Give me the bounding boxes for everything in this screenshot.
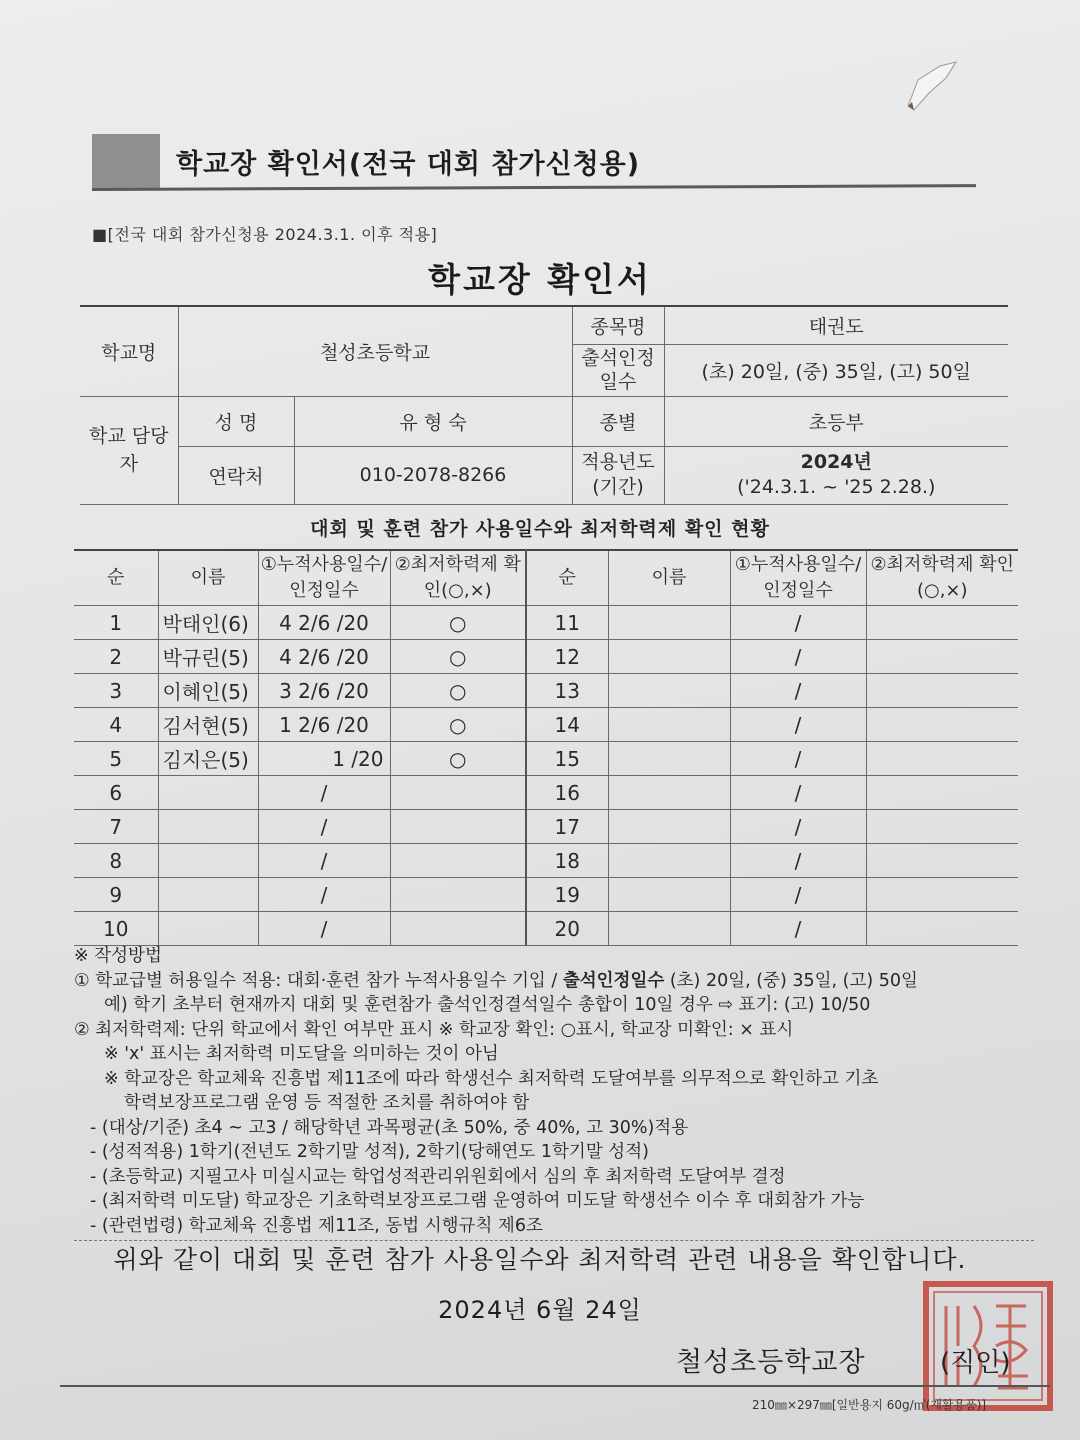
school-name-value: 철성초등학교	[178, 306, 572, 396]
table-row	[74, 878, 1018, 912]
row-days-2: /	[730, 708, 866, 742]
row-name-2	[608, 776, 730, 810]
note-1-bold: 출석인정일수	[562, 970, 665, 991]
table-row	[74, 912, 1018, 946]
row-check: ○	[390, 674, 526, 708]
division-value: 초등부	[664, 396, 1008, 446]
row-days-2: /	[730, 844, 866, 878]
row-name	[158, 776, 258, 810]
row-check-2	[866, 844, 1018, 878]
note-1	[74, 969, 1034, 994]
row-check	[390, 810, 526, 844]
year-period: ('24.3.1. ~ '25 2.28.)	[737, 476, 936, 498]
note-1-days: (초) 20일, (중) 35일, (고) 50일	[664, 970, 918, 991]
row-days: /	[258, 844, 390, 878]
row-no-2: 16	[526, 776, 608, 810]
row-name-2	[608, 878, 730, 912]
row-no-2: 13	[526, 674, 608, 708]
document-title: 학교장 확인서	[428, 260, 652, 299]
row-days: 4 2/6 /20	[258, 606, 390, 640]
row-name-2	[608, 810, 730, 844]
header-band	[92, 134, 976, 192]
row-check-2	[866, 810, 1018, 844]
row-no: 10	[74, 912, 158, 946]
row-check-2	[866, 776, 1018, 810]
row-no: 5	[74, 742, 158, 776]
table-row	[74, 674, 1018, 708]
row-days: /	[258, 878, 390, 912]
row-no-2: 20	[526, 912, 608, 946]
year-value: 2024년	[800, 451, 872, 473]
header-rule	[92, 184, 976, 191]
row-check	[390, 844, 526, 878]
row-no: 7	[74, 810, 158, 844]
detail-1: - (대상/기준) 초4 ~ 고3 / 해당학년 과목평균(초 50%, 중 40%, 고 30%)적용	[90, 1117, 689, 1138]
row-name-2	[608, 912, 730, 946]
sport-label: 종목명	[572, 306, 664, 344]
row-check	[390, 776, 526, 810]
header-days-2: ①누적사용일수/인정일수	[730, 550, 866, 606]
row-no-2: 12	[526, 640, 608, 674]
paper-spec-footnote: 210㎜×297㎜[일반용지 60g/㎡(재활용품)]	[752, 1398, 987, 1412]
row-days: /	[258, 776, 390, 810]
name-label: 성 명	[178, 396, 294, 446]
row-days-2: /	[730, 810, 866, 844]
name-value: 유 형 숙	[294, 396, 572, 446]
attendance-label: 출석인정 일수	[572, 344, 664, 396]
row-no-2: 11	[526, 606, 608, 640]
row-check-2	[866, 640, 1018, 674]
detail-5: - (관련법령) 학교체육 진흥법 제11조, 동법 시행규칙 제6조	[90, 1215, 543, 1236]
note-2-b: ※ 학교장은 학교체육 진흥법 제11조에 따라 학생선수 최저학력 도달여부를 의무적으로 확인하고 기초	[104, 1068, 879, 1089]
row-check-2	[866, 708, 1018, 742]
paper-tear-mark	[900, 58, 960, 118]
header-no: 순	[74, 550, 158, 606]
table-header-row	[74, 550, 1018, 606]
row-no: 1	[74, 606, 158, 640]
row-name-2	[608, 844, 730, 878]
header-no-2: 순	[526, 550, 608, 606]
table-row	[74, 742, 1018, 776]
row-days-2: /	[730, 912, 866, 946]
detail-3: - (초등학교) 지필고사 미실시교는 학업성적관리위원회에서 심의 후 최저학력 도달여부 결정	[90, 1166, 786, 1187]
issue-date: 2024년 6월 24일	[438, 1296, 642, 1324]
table-row	[74, 844, 1018, 878]
row-check: ○	[390, 742, 526, 776]
row-name-2	[608, 742, 730, 776]
row-name	[158, 844, 258, 878]
row-no: 6	[74, 776, 158, 810]
row-days: /	[258, 810, 390, 844]
row-no: 8	[74, 844, 158, 878]
row-days-2: /	[730, 606, 866, 640]
row-days: 4 2/6 /20	[258, 640, 390, 674]
header-name: 이름	[158, 550, 258, 606]
school-name-label: 학교명	[80, 306, 178, 396]
notes-heading: ※ 작성방법	[74, 946, 162, 966]
row-days: /	[258, 912, 390, 946]
seal-label: (직인)	[940, 1348, 1011, 1378]
row-check-2	[866, 878, 1018, 912]
table-row	[74, 640, 1018, 674]
row-no: 9	[74, 878, 158, 912]
row-no: 2	[74, 640, 158, 674]
row-name: 이혜인(5)	[158, 674, 258, 708]
header-name-2: 이름	[608, 550, 730, 606]
header-check-2: ②최저학력제 확인(○,×)	[866, 550, 1018, 606]
row-check-2	[866, 912, 1018, 946]
applicability-tag: ■[전국 대회 참가신청용 2024.3.1. 이후 적용]	[92, 225, 438, 244]
row-name	[158, 878, 258, 912]
row-name-2	[608, 708, 730, 742]
row-days-2: /	[730, 878, 866, 912]
header-days: ①누적사용일수/인정일수	[258, 550, 390, 606]
table-row	[74, 606, 1018, 640]
row-no: 3	[74, 674, 158, 708]
row-check: ○	[390, 640, 526, 674]
row-days-2: /	[730, 742, 866, 776]
participation-table	[74, 549, 1018, 946]
division-label: 종별	[572, 396, 664, 446]
row-name: 김서현(5)	[158, 708, 258, 742]
row-name: 김지은(5)	[158, 742, 258, 776]
row-name	[158, 810, 258, 844]
detail-4: - (최저학력 미도달) 학교장은 기초학력보장프로그램 운영하여 미도달 학생선수 이수 후 대회참가 가능	[90, 1191, 865, 1211]
note-1-text: ① 학교급별 허용일수 적용: 대회·훈련 참가 누적사용일수 기입 /	[74, 970, 563, 991]
row-days-2: /	[730, 776, 866, 810]
row-days: 3 2/6 /20	[258, 674, 390, 708]
header-check: ②최저학력제 확인(○,×)	[390, 550, 526, 606]
row-days: 1 /20	[258, 742, 390, 776]
row-name: 박규린(5)	[158, 640, 258, 674]
row-check: ○	[390, 708, 526, 742]
year-cell	[664, 446, 1008, 504]
detail-2: - (성적적용) 1학기(전년도 2학기말 성적), 2학기(당해연도 1학기말 성적)	[90, 1142, 649, 1162]
row-check-2	[866, 674, 1018, 708]
note-2-b-cont: 학력보장프로그램 운영 등 적절한 조치를 취하여야 함	[124, 1093, 530, 1113]
note-2-a: ※ 'x' 표시는 최저학력 미도달을 의미하는 것이 아님	[104, 1044, 499, 1064]
note-2: ② 최저학력제: 단위 학교에서 확인 여부만 표시 ※ 학교장 확인: ○표시, 학교장 미확인: × 표시	[74, 1019, 794, 1040]
contact-value: 010-2078-8266	[294, 446, 572, 504]
table-row	[74, 810, 1018, 844]
row-name-2	[608, 606, 730, 640]
row-no-2: 14	[526, 708, 608, 742]
row-days: 1 2/6 /20	[258, 708, 390, 742]
row-no-2: 17	[526, 810, 608, 844]
row-check-2	[866, 606, 1018, 640]
row-no-2: 15	[526, 742, 608, 776]
row-check-2	[866, 742, 1018, 776]
row-no-2: 19	[526, 878, 608, 912]
manager-label: 학교 담당자	[80, 396, 178, 504]
contact-label: 연락처	[178, 446, 294, 504]
confirmation-statement: 위와 같이 대회 및 훈련 참가 사용일수와 최저학력 관련 내용을 확인합니다.	[113, 1245, 967, 1274]
row-check	[390, 912, 526, 946]
row-check	[390, 878, 526, 912]
row-check: ○	[390, 606, 526, 640]
table-row	[74, 776, 1018, 810]
note-1-example: 예) 학기 초부터 현재까지 대회 및 훈련참가 출석인정결석일수 총합이 10일 경우 ⇨ 표기: (고) 10/50	[104, 995, 871, 1015]
row-name: 박태인(6)	[158, 606, 258, 640]
attendance-value: (초) 20일, (중) 35일, (고) 50일	[664, 344, 1008, 396]
footer-rule	[60, 1385, 1050, 1387]
sport-value: 태권도	[664, 306, 1008, 344]
row-name	[158, 912, 258, 946]
status-subtitle: 대회 및 훈련 참가 사용일수와 최저학력제 확인 현황	[310, 518, 770, 540]
row-name-2	[608, 674, 730, 708]
info-table	[80, 305, 1008, 505]
row-days-2: /	[730, 674, 866, 708]
row-no-2: 18	[526, 844, 608, 878]
instructions-section	[74, 944, 1034, 1241]
header-grey-block	[92, 134, 160, 190]
row-no: 4	[74, 708, 158, 742]
year-label: 적용년도 (기간)	[572, 446, 664, 504]
row-name-2	[608, 640, 730, 674]
table-row	[74, 708, 1018, 742]
header-title: 학교장 확인서(전국 대회 참가신청용)	[176, 149, 641, 180]
row-days-2: /	[730, 640, 866, 674]
principal-signature: 철성초등학교장	[676, 1347, 866, 1378]
